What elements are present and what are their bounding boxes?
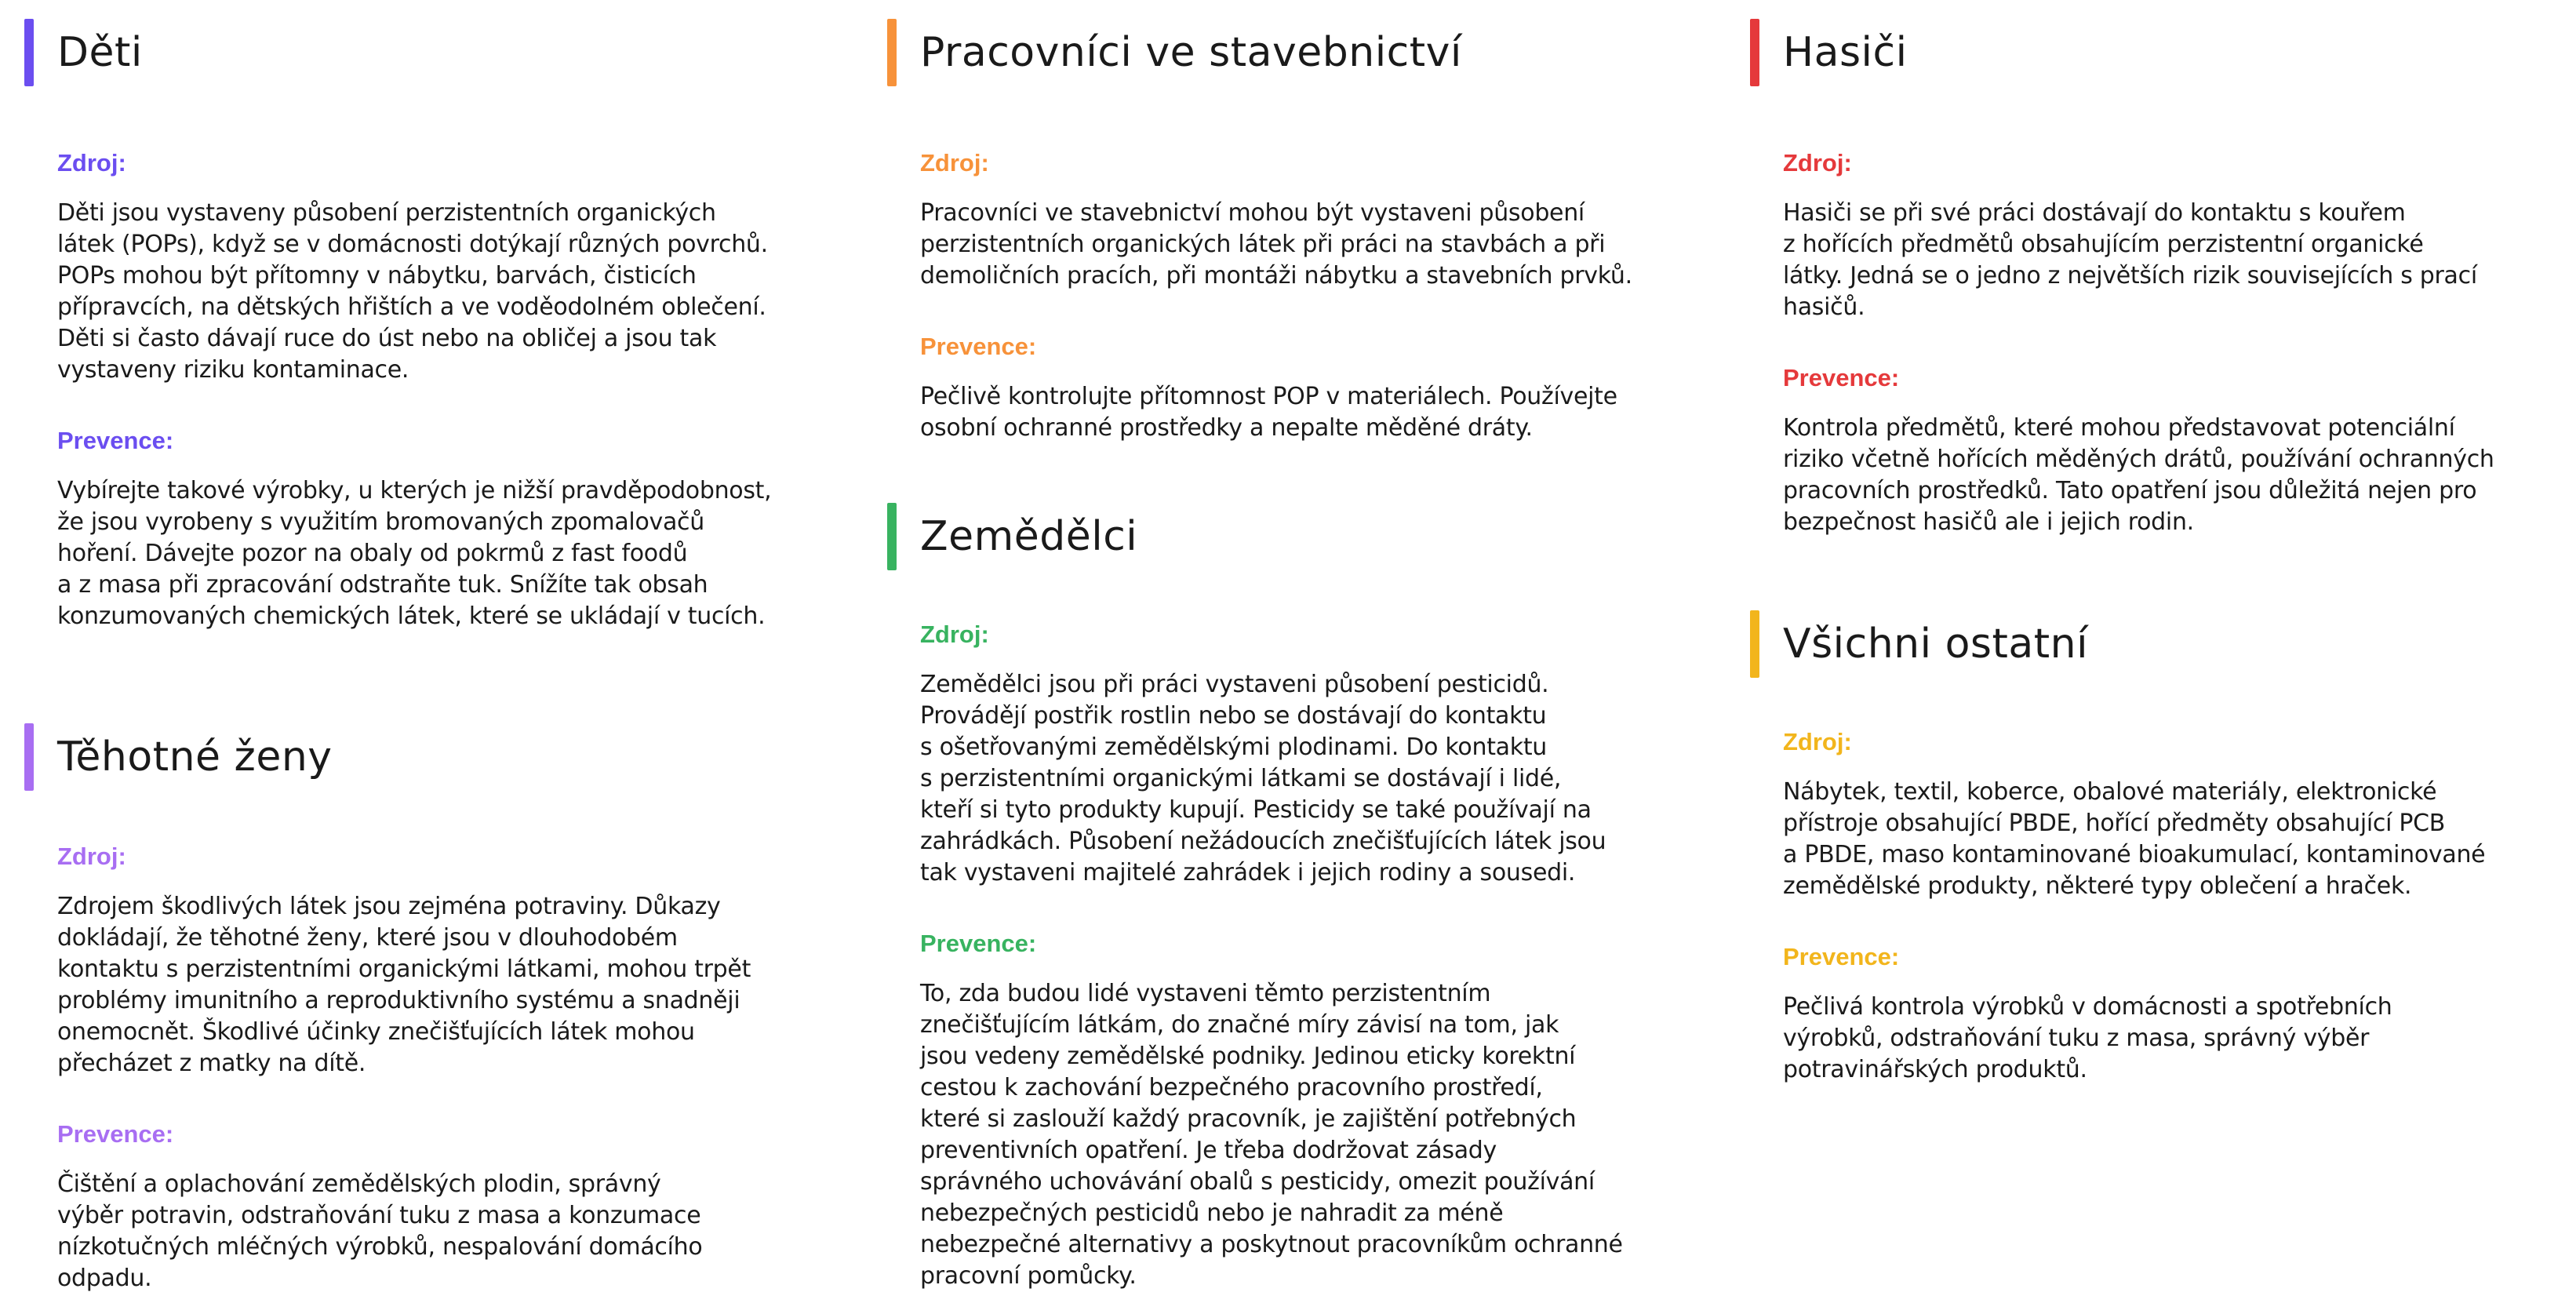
section-title: Hasiči xyxy=(1783,29,1908,76)
section-body xyxy=(887,570,1719,1292)
section-tehotne-zeny xyxy=(24,723,856,1294)
prevention-label: Prevence: xyxy=(920,333,1037,360)
prevention-text: Kontrola předmětů, které mohou představovat potenciální riziko včetně hořících měděných drátů, používání ochranných pracovních prostředků. Tato opatření jsou důležitá nejen pro bezpečnost hasičů ale i jejich rodin. xyxy=(1783,414,2494,536)
section-title: Všichni ostatní xyxy=(1783,621,2089,668)
accent-bar xyxy=(1750,610,1759,678)
accent-bar xyxy=(887,19,897,86)
accent-bar xyxy=(24,723,34,791)
accent-bar xyxy=(887,503,897,570)
section-header xyxy=(24,19,856,86)
source-text: Děti jsou vystaveny působení perzistentních organických látek (POPs), když se v domácnosti dotýkají různých povrchů. POPs mohou být přítomny v nábytku, barvách, čisticích přípravcích, na dětských hřištích a ve voděodolném oblečení. Děti si často dávají ruce do úst nebo na obličej a jsou tak vystaveny riziku kontaminace. xyxy=(57,199,768,384)
prevention-label: Prevence: xyxy=(57,427,174,454)
section-title: Těhotné ženy xyxy=(57,733,333,781)
source-text: Zdrojem škodlivých látek jsou zejména potraviny. Důkazy dokládají, že těhotné ženy, které jsou v dlouhodobém kontaktu s perzistentními organickými látkami, mohou trpět problémy imunitního a reproduktivního systému a snadněji onemocnět. Škodlivé účinky znečišťujících látek mohou přecházet z matky na dítě. xyxy=(57,893,751,1077)
section-header xyxy=(1750,19,2566,86)
section-header xyxy=(24,723,856,791)
section-body xyxy=(24,791,856,1294)
section-deti xyxy=(24,19,856,632)
accent-bar xyxy=(24,19,34,86)
source-label: Zdroj: xyxy=(920,621,989,648)
section-header xyxy=(887,503,1719,570)
prevention-label: Prevence: xyxy=(1783,943,1900,970)
section-body xyxy=(24,86,856,632)
source-label: Zdroj: xyxy=(57,843,126,870)
accent-bar xyxy=(1750,19,1759,86)
prevention-text: To, zda budou lidé vystaveni těmto perzistentním znečišťujícím látkám, do značné míry závisí na tom, jak jsou vedeny zemědělské podniky. Jedinou eticky korektní cestou k zachování bezpečného pracovního prostředí, které si zaslouží každý pracovník, je zajištění potřebných preventivních opatření. Je třeba dodržovat zásady správného uchovávání obalů s pesticidy, omezit používání nebezpečných pesticidů nebo je nahradit za méně nebezpečné alternativy a poskytnout pracovníkům ochranné pracovní pomůcky. xyxy=(920,980,1623,1290)
section-vsichni-ostatni xyxy=(1750,610,2566,1086)
section-pracovnici-ve-stavebnictvi xyxy=(887,19,1719,444)
prevention-label: Prevence: xyxy=(1783,364,1900,391)
prevention-label: Prevence: xyxy=(920,930,1037,957)
prevention-label: Prevence: xyxy=(57,1120,174,1148)
prevention-text: Pečlivá kontrola výrobků v domácnosti a spotřebních výrobků, odstraňování tuku z masa, správný výběr potravinářských produktů. xyxy=(1783,993,2392,1083)
prevention-text: Pečlivě kontrolujte přítomnost POP v materiálech. Používejte osobní ochranné prostředky a nepalte měděné dráty. xyxy=(920,383,1617,442)
source-text: Pracovníci ve stavebnictví mohou být vystaveni působení perzistentních organických látek při práci na stavbách a při demoličních pracích, při montáži nábytku a stavebních prvků. xyxy=(920,199,1632,289)
section-header xyxy=(1750,610,2566,678)
section-body xyxy=(1750,678,2566,1086)
source-label: Zdroj: xyxy=(1783,149,1852,177)
section-body xyxy=(887,86,1719,444)
source-label: Zdroj: xyxy=(920,149,989,177)
section-zemedelci xyxy=(887,503,1719,1292)
prevention-text: Vybírejte takové výrobky, u kterých je nižší pravděpodobnost, že jsou vyrobeny s využitím bromovaných zpomalovačů hoření. Dávejte pozor na obaly od pokrmů z fast foodů a z masa při zpracování odstraňte tuk. Snížíte tak obsah konzumovaných chemických látek, které se ukládají v tucích. xyxy=(57,477,772,630)
section-title: Pracovníci ve stavebnictví xyxy=(920,29,1462,76)
section-header xyxy=(887,19,1719,86)
source-text: Hasiči se při své práci dostávají do kontaktu s kouřem z hořících předmětů obsahujícím perzistentní organické látky. Jedná se o jedno z největších rizik souvisejících s prací hasičů. xyxy=(1783,199,2477,321)
source-label: Zdroj: xyxy=(57,149,126,177)
source-label: Zdroj: xyxy=(1783,728,1852,755)
section-body xyxy=(1750,86,2566,538)
section-title: Děti xyxy=(57,29,143,76)
source-text: Zemědělci jsou při práci vystaveni působení pesticidů. Provádějí postřik rostlin nebo se dostávají do kontaktu s ošetřovanými zemědělskými plodinami. Do kontaktu s perzistentními organickými látkami se dostávají i lidé, kteří si tyto produkty kupují. Pesticidy se také používají na zahrádkách. Působení nežádoucích znečišťujících látek jsou tak vystaveni majitelé zahrádek i jejich rodiny a sousedi. xyxy=(920,671,1606,886)
source-text: Nábytek, textil, koberce, obalové materiály, elektronické přístroje obsahující PBDE, hořící předměty obsahující PCB a PBDE, maso kontaminované bioakumulací, kontaminované zemědělské produkty, některé typy oblečení a hraček. xyxy=(1783,778,2486,900)
section-title: Zemědělci xyxy=(920,513,1138,560)
section-hasici xyxy=(1750,19,2566,538)
prevention-text: Čištění a oplachování zemědělských plodin, správný výběr potravin, odstraňování tuku z masa a konzumace nízkotučných mléčných výrobků, nespalování domácího odpadu. xyxy=(57,1170,703,1292)
